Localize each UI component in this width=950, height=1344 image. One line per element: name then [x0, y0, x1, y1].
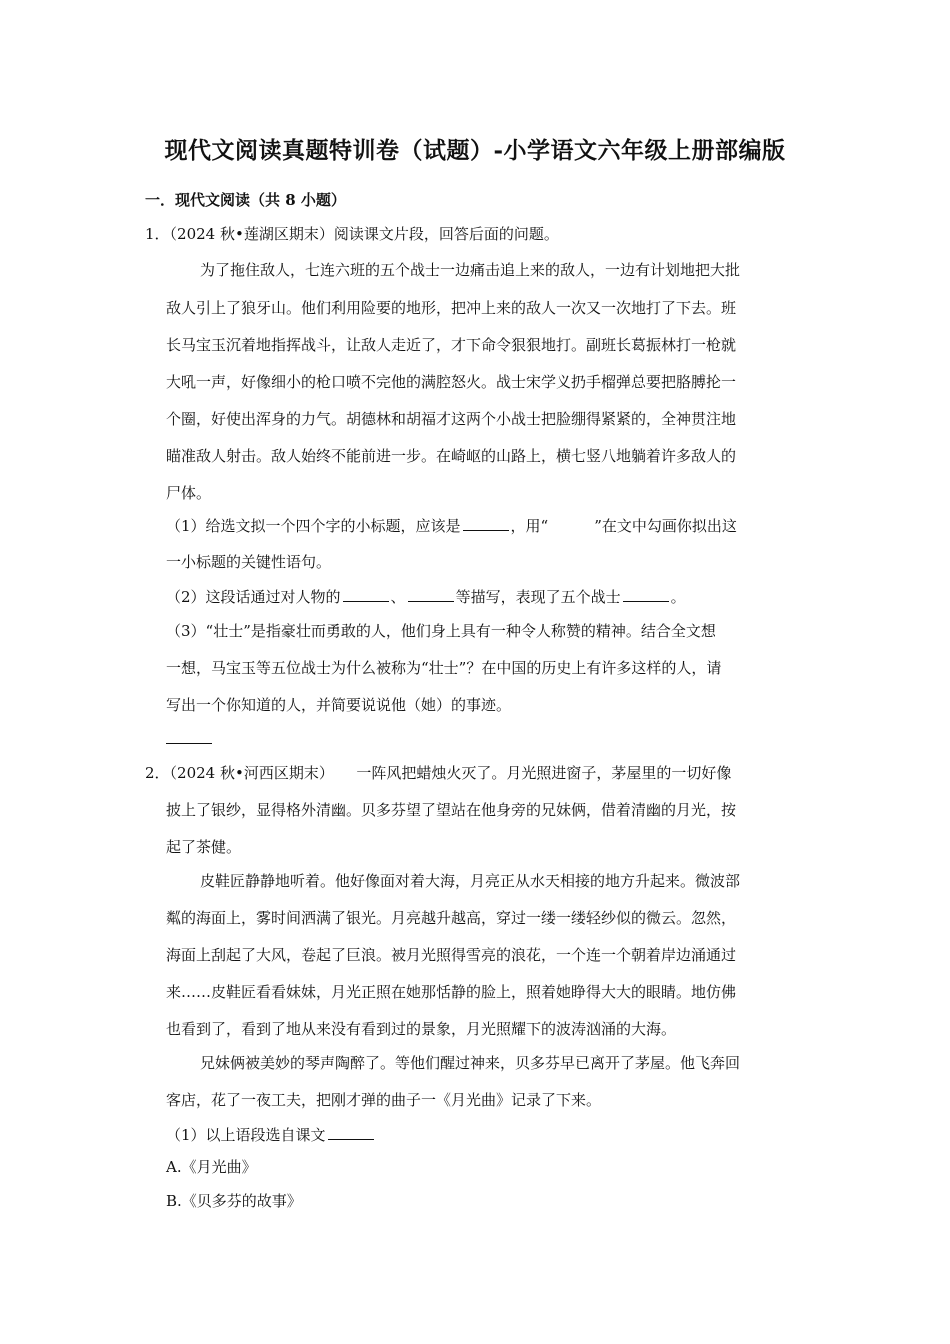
q2-header [145, 763, 731, 783]
q1-header [145, 224, 559, 244]
q1-sub3-line: 写出一个你知道的人，并简要说说他（她）的事迹。 [166, 696, 512, 714]
q2-passage-line: 披上了银纱，显得格外清幽。贝多芬望了望站在他身旁的兄妹俩，借着清幽的月光，按 [166, 801, 737, 819]
q2-passage-line: 起了茶健。 [166, 838, 242, 856]
q2-first-line: （2024 秋•河西区期末） 一阵风把蜡烛火灭了。月光照进窗子，茅屋里的一切好像 [169, 764, 732, 782]
q2-sub1-text: （1）以上语段选自课文 [166, 1126, 326, 1144]
q1-sub2-text: 等描写，表现了五个战士 [455, 588, 621, 606]
q1-sub1-text: ，用“ [510, 517, 549, 535]
q2-para3-line: 客店，花了一夜工夫，把刚才弹的曲子一《月光曲》记录了下来。 [166, 1091, 602, 1109]
q2-para2-line: 皮鞋匠静静地听着。他好像面对着大海，月亮正从水天相接的地方升起来。微波部 [200, 872, 741, 890]
answer-blank[interactable] [623, 587, 669, 602]
q1-sub3-line: （3）“壮士”是指豪壮而勇敢的人，他们身上具有一种令人称赞的精神。结合全文想 [166, 622, 716, 640]
q1-sub2 [166, 587, 686, 607]
q1-sub1 [166, 516, 737, 536]
answer-blank[interactable] [343, 587, 389, 602]
answer-blank[interactable] [166, 743, 212, 744]
q1-number: 1． [145, 225, 170, 243]
answer-blank[interactable] [328, 1125, 374, 1140]
q1-passage-line: 尸体。 [166, 484, 212, 502]
q2-para2-line: 也看到了，看到了地从来没有看到过的景象，月光照耀下的波涛汹涌的大海。 [166, 1020, 677, 1038]
q1-sub1-text: ”在文中勾画你拟出这 [594, 517, 737, 535]
answer-blank[interactable] [463, 516, 509, 531]
q1-sub2-text: （2）这段话通过对人物的 [166, 588, 341, 606]
q2-option-b[interactable]: B.《贝多芬的故事》 [166, 1192, 302, 1210]
q1-sub3-line: 一想，马宝玉等五位战士为什么被称为“壮士”？在中国的历史上有许多这样的人，请 [166, 659, 722, 677]
q1-sub1-text: （1）给选文拟一个四个字的小标题，应该是 [166, 517, 461, 535]
q2-number: 2． [145, 764, 170, 782]
q1-passage-line: 瞄准敌人射击。敌人始终不能前进一步。在崎岖的山路上，横七竖八地躺着许多敌人的 [166, 447, 737, 465]
q2-sub1 [166, 1125, 376, 1145]
q1-passage-line: 个圈，好使出浑身的力气。胡德林和胡福才这两个小战士把脸绷得紧紧的，全神贯注地 [166, 410, 737, 428]
q1-passage-line: 为了拖住敌人，七连六班的五个战士一边痛击追上来的敌人，一边有计划地把大批 [200, 261, 741, 279]
document-title: 现代文阅读真题特训卷（试题）-小学语文六年级上册部编版 [164, 137, 786, 164]
q1-source-prompt: （2024 秋•莲湖区期末）阅读课文片段，回答后面的问题。 [169, 225, 559, 243]
answer-blank[interactable] [408, 587, 454, 602]
wavy-underline-mark [548, 517, 594, 531]
q1-sub1-line2: 一小标题的关键性语句。 [166, 553, 332, 571]
q2-para2-line: 海面上刮起了大风，卷起了巨浪。被月光照得雪亮的浪花，一个连一个朝着岸边涌通过 [166, 946, 737, 964]
q1-sub2-text: 、 [390, 588, 406, 606]
q1-passage-line: 敌人引上了狼牙山。他们利用险要的地形，把冲上来的敌人一次又一次地打了下去。班 [166, 299, 737, 317]
q1-passage-line: 长马宝玉沉着地指挥战斗，让敌人走近了，才下命令狠狠地打。副班长葛振林打一枪就 [166, 336, 737, 354]
section-heading: 一．现代文阅读（共 8 小题） [145, 191, 346, 209]
q1-sub2-text: 。 [670, 588, 686, 606]
q1-passage-line: 大吼一声，好像细小的枪口喷不完他的满腔怒火。战士宋学义扔手榴弹总要把胳膊抡一 [166, 373, 737, 391]
q2-para2-line: 来……皮鞋匠看看妹妹，月光正照在她那恬静的脸上，照着她睁得大大的眼睛。地仿佛 [166, 983, 737, 1001]
q2-para3-line: 兄妹俩被美妙的琴声陶醉了。等他们醒过神来，贝多芬早已离开了茅屋。他飞奔回 [200, 1054, 741, 1072]
q2-para2-line: 粼的海面上，雾时间洒满了银光。月亮越升越高，穿过一缕一缕轻纱似的微云。忽然， [166, 909, 737, 927]
q2-option-a[interactable]: A.《月光曲》 [166, 1158, 257, 1176]
